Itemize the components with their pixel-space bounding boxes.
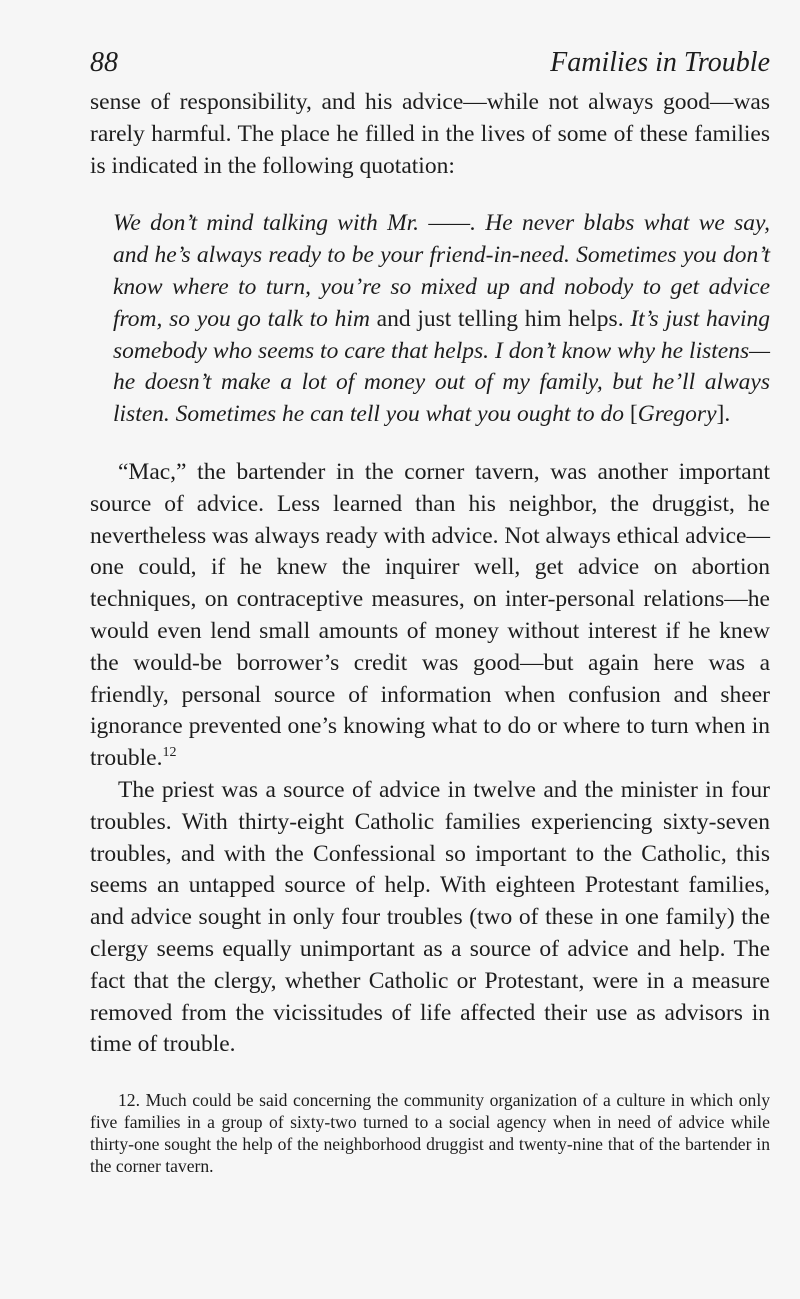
- running-title: Families in Trouble: [550, 47, 770, 78]
- quote-roman-part: and just telling him helps.: [369, 305, 631, 332]
- quote-bracket-open: [: [624, 401, 638, 428]
- quote-italic-part-2: It’s just having somebody who seems to care that helps. I don’t know why he listens—he doesn’t make a lot of money out of my family, but he’ll always listen. Sometimes he can tell you what you ought to do: [113, 305, 770, 428]
- book-page: [90, 46, 770, 1177]
- quotation-text: [113, 208, 770, 431]
- mac-paragraph-text: “Mac,” the bartender in the corner tavern, was another important source of advice. Less learned than his neighbor, the druggist, he nevertheless was always ready with advice. Not always ethical advice—one could, if he knew the inquirer well, get advice on abortion techniques, on contraceptive measures, on inter-personal relations—he would even lend small amounts of money without interest if he knew the would-be borrower’s credit was good—but again here was a friendly, personal source of information when confusion and sheer ignorance prevented one’s knowing what to do or where to turn when in trouble.: [90, 458, 770, 772]
- quote-italic-part-1: We don’t mind talking with Mr. ——. He never blabs what we say, and he’s always ready to be your friend-in-need. Sometimes you don’t know where to turn, you’re so mixed up and nobody to get advice from, so you go talk to him: [113, 210, 770, 332]
- quote-source: Gregory: [637, 401, 717, 428]
- running-head: [90, 46, 770, 80]
- page-number: 88: [90, 47, 118, 78]
- intro-paragraph: sense of responsibility, and his advice—while not always good—was rarely harmful. The place he filled in the lives of some of these families is indicated in the following quotation:: [90, 89, 770, 179]
- priest-paragraph: The priest was a source of advice in twelve and the minister in four troubles. With thirty-eight Catholic families experiencing sixty-seven troubles, and with the Confessional so important to the Catholic, this seems an untapped source of help. With eighteen Protestant families, and advice sought in only four troubles (two of these in one family) the clergy seems equally unimportant as a source of advice and help. The fact that the clergy, whether Catholic or Protestant, were in a measure removed from the vicissitudes of life affected their use as advisors in time of trouble.: [90, 776, 770, 1058]
- footnote-text: Much could be said concerning the community organization of a culture in which only five families in a group of sixty-two turned to a social agency when in need of advice while thirty-one sought the help of the neighborhood druggist and twenty-nine that of the bartender in the corner tavern.: [90, 1090, 770, 1177]
- mac-paragraph: [90, 457, 770, 775]
- block-quotation: [90, 208, 770, 431]
- footnote-number: 12.: [118, 1090, 140, 1111]
- footnote: [90, 1089, 770, 1177]
- quote-bracket-close: ].: [716, 401, 731, 428]
- footnote-reference: 12: [162, 745, 177, 761]
